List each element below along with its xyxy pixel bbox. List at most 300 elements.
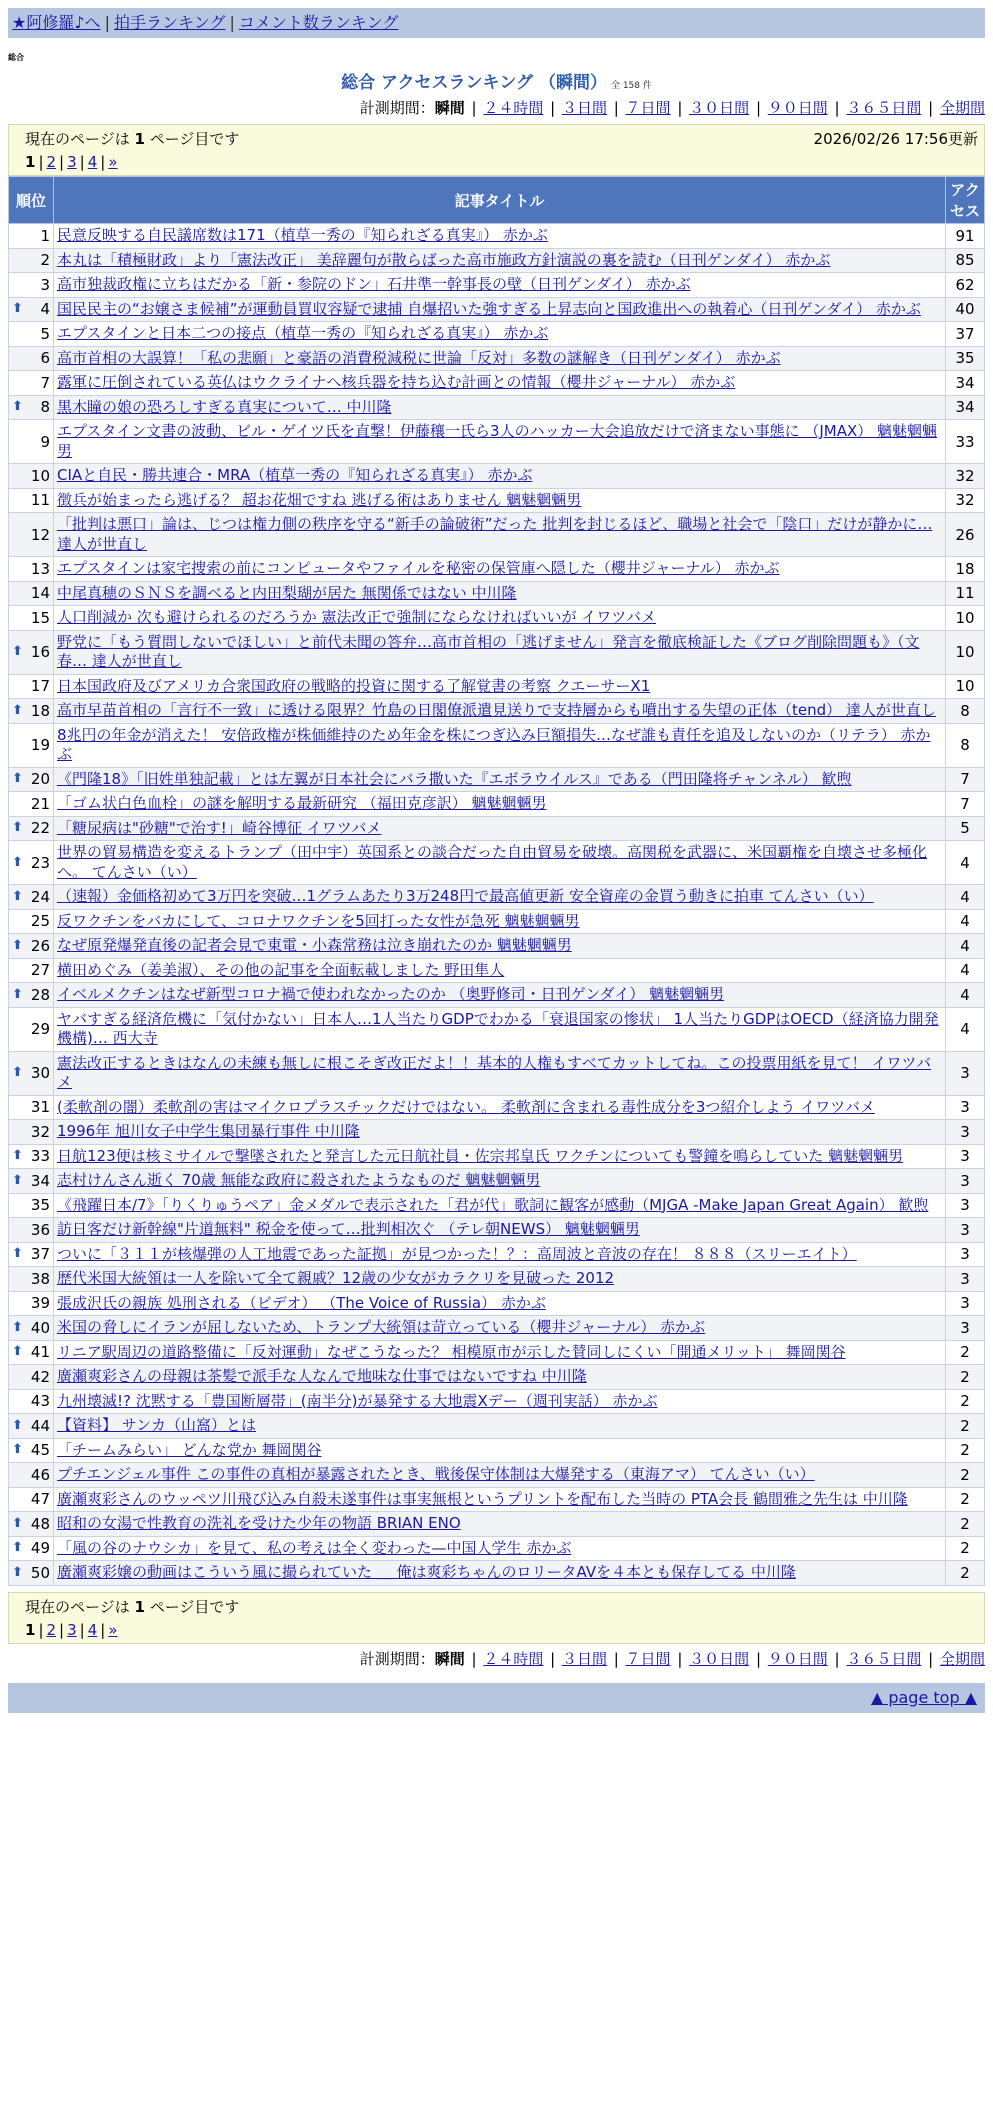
up-arrow-icon: ⬆ xyxy=(12,301,23,317)
article-link[interactable]: 米国の脅しにイランが屈しないため、トランプ大統領は苛立っている（櫻井ジャーナル） 赤かぶ xyxy=(57,1318,706,1336)
ranking-title: 総合 アクセスランキング （瞬間） xyxy=(341,73,607,93)
rank-number: 2 xyxy=(40,251,50,270)
rank-number: 25 xyxy=(30,912,50,931)
table-row xyxy=(9,674,985,699)
table-row xyxy=(9,1242,985,1267)
rank-cell xyxy=(9,1291,54,1316)
rank-number: 41 xyxy=(30,1343,50,1362)
rank-cell xyxy=(9,1169,54,1194)
rank-number: 20 xyxy=(30,770,50,789)
title-cell xyxy=(54,909,946,934)
rank-cell xyxy=(9,1267,54,1292)
period-link[interactable]: ９０日間 xyxy=(767,1649,828,1668)
article-link[interactable]: 《門隆18》「旧姓単独記載」とは左翼が日本社会にバラ撒いた『エボラウイルス』である（門田隆将チャンネル） 歓煦 xyxy=(57,769,852,788)
access-count: 10 xyxy=(946,606,985,631)
access-count: 85 xyxy=(946,248,985,273)
up-arrow-icon: ⬆ xyxy=(12,986,23,1002)
title-cell xyxy=(54,1242,946,1267)
page-link[interactable]: 4 xyxy=(87,153,98,171)
rank-number: 5 xyxy=(40,324,50,343)
rank-number: 46 xyxy=(30,1465,50,1484)
period-separator: | xyxy=(608,1649,624,1668)
page-separator: | xyxy=(59,1620,65,1639)
article-link[interactable]: CIAと自民・勝共連合・MRA（植草一秀の『知られざる真実』） 赤かぶ xyxy=(57,466,533,484)
access-count: 3 xyxy=(946,1291,985,1316)
rank-cell xyxy=(9,513,54,557)
title-cell xyxy=(54,885,946,910)
rank-cell xyxy=(9,841,54,885)
article-link[interactable]: 黒木瞳の娘の恐ろしすぎる真実について… 中川隆 xyxy=(57,397,392,416)
access-count: 4 xyxy=(946,885,985,910)
rank-number: 14 xyxy=(30,584,50,603)
nav-home-link[interactable]: ★阿修羅♪へ xyxy=(12,13,101,32)
table-row xyxy=(9,581,985,606)
article-link[interactable]: (柔軟剤の闇）柔軟剤の害はマイクロプラスチックだけではない。 柔軟剤に含まれる毒性成分を3つ紹介しよう イワツバメ xyxy=(57,1097,875,1116)
next-page-link[interactable]: » xyxy=(108,153,118,171)
title-cell xyxy=(54,1561,946,1586)
article-link[interactable]: 張成沢氏の親族 処刑される（ビデオ） （The Voice of Russia） 赤かぶ xyxy=(57,1293,546,1312)
rank-number: 50 xyxy=(30,1563,50,1582)
up-arrow-icon: ⬆ xyxy=(12,888,23,904)
col-rank-header: 順位 xyxy=(9,177,54,224)
access-count: 2 xyxy=(946,1487,985,1512)
rank-cell xyxy=(9,885,54,910)
col-title-header: 記事タイトル xyxy=(54,177,946,224)
page-current: 1 xyxy=(25,1620,36,1639)
table-row xyxy=(9,297,985,322)
access-count: 3 xyxy=(946,1242,985,1267)
rank-cell xyxy=(9,322,54,347)
title-cell xyxy=(54,224,946,249)
up-arrow-icon: ⬆ xyxy=(12,702,23,718)
title-cell xyxy=(54,1218,946,1243)
up-arrow-icon: ⬆ xyxy=(12,1172,23,1188)
table-row xyxy=(9,1051,985,1095)
rank-cell xyxy=(9,1389,54,1414)
access-count: 3 xyxy=(946,1095,985,1120)
title-cell xyxy=(54,1193,946,1218)
rank-cell xyxy=(9,1051,54,1095)
title-cell xyxy=(54,674,946,699)
rank-cell xyxy=(9,1487,54,1512)
period-separator: | xyxy=(923,99,938,117)
table-row xyxy=(9,513,985,557)
period-separator: | xyxy=(923,1649,938,1668)
access-count: 34 xyxy=(946,395,985,420)
rank-number: 26 xyxy=(30,936,50,955)
title-cell xyxy=(54,420,946,464)
page-separator: | xyxy=(100,1620,106,1639)
period-link[interactable]: 全期間 xyxy=(939,99,985,117)
nav-comments-link[interactable]: コメント数ランキング xyxy=(238,13,399,32)
rank-number: 10 xyxy=(30,466,50,485)
access-count: 8 xyxy=(946,699,985,724)
rank-cell xyxy=(9,297,54,322)
rank-cell xyxy=(9,1463,54,1488)
rank-number: 9 xyxy=(40,432,50,451)
table-row xyxy=(9,1487,985,1512)
access-count: 8 xyxy=(946,723,985,767)
table-row xyxy=(9,1438,985,1463)
page-current: 1 xyxy=(25,153,36,171)
title-cell xyxy=(54,513,946,557)
rank-cell xyxy=(9,581,54,606)
rank-number: 21 xyxy=(30,794,50,813)
rank-number: 42 xyxy=(30,1367,50,1386)
table-row xyxy=(9,1389,985,1414)
period-link[interactable]: ７日間 xyxy=(625,99,671,117)
period-link[interactable]: ２４時間 xyxy=(483,1649,544,1668)
article-link[interactable]: 廣瀬爽彩さんの母親は茶髪で派手な人なんで地味な仕事ではないですね 中川隆 xyxy=(57,1367,587,1385)
pager-box-top xyxy=(8,124,985,176)
article-link[interactable]: ヤバすぎる経済危機に「気付かない」日本人…1人当たりGDPでわかる「衰退国家の惨状」 1人当たりGDPはOECD（経済協力開発機構)… 西大寺 xyxy=(57,1009,939,1047)
rank-number: 28 xyxy=(30,985,50,1004)
table-row xyxy=(9,248,985,273)
up-arrow-icon: ⬆ xyxy=(12,399,23,415)
period-link[interactable]: ３０日間 xyxy=(689,99,750,117)
article-link[interactable]: 廣瀬爽彩さんのウッペツ川飛び込み自殺未遂事件は事実無根というプリントを配布した当時の PTA会長 鶴間雅之先生は 中川隆 xyxy=(57,1489,908,1508)
rank-number: 16 xyxy=(30,643,50,661)
access-count: 11 xyxy=(946,581,985,606)
title-cell xyxy=(54,767,946,792)
title-cell xyxy=(54,1051,946,1095)
rank-number: 39 xyxy=(30,1294,50,1313)
article-link[interactable]: 昭和の女湯で性教育の洗礼を受けた少年の物語 BRIAN ENO xyxy=(57,1514,461,1532)
page-link[interactable]: 2 xyxy=(46,153,57,171)
article-link[interactable]: エプスタインと日本二つの接点（植草一秀の『知られざる真実』） 赤かぶ xyxy=(57,324,549,342)
title-cell xyxy=(54,1095,946,1120)
page-separator: | xyxy=(59,153,65,171)
period-link[interactable]: ２４時間 xyxy=(483,99,544,117)
page-separator: | xyxy=(100,153,106,171)
nav-separator: | xyxy=(229,13,235,32)
rank-number: 8 xyxy=(40,398,50,417)
article-link[interactable]: 《飛躍日本/7》「りくりゅうペア」金メダルで表示された「君が代」歌詞に観客が感動（MJGA -Make Japan Great Again） 歓煦 xyxy=(57,1195,929,1214)
article-link[interactable]: エプスタイン文書の波動、ビル・ゲイツ氏を直撃！伊藤穰一氏ら3人のハッカー大会追放だけで済まない事態に （JMAX） 魑魅魍魎男 xyxy=(57,422,938,460)
period-separator: | xyxy=(672,99,688,117)
table-row xyxy=(9,1291,985,1316)
access-count: 37 xyxy=(946,322,985,347)
table-row xyxy=(9,1169,985,1194)
rank-number: 11 xyxy=(30,491,50,510)
rank-cell xyxy=(9,1218,54,1243)
period-separator: | xyxy=(545,1649,560,1668)
rank-cell xyxy=(9,1512,54,1537)
period-link[interactable]: ９０日間 xyxy=(767,99,828,117)
article-link[interactable]: 世界の貿易構造を変えるトランプ（田中宇）英国系との談合だった自由貿易を破壊。高関税を武器に、米国覇権を自壊させ多極化へ。 てんさい（い） xyxy=(57,843,928,881)
title-cell xyxy=(54,581,946,606)
rank-number: 1 xyxy=(40,226,50,245)
title-cell xyxy=(54,395,946,420)
title-cell xyxy=(54,841,946,885)
rank-cell xyxy=(9,606,54,631)
article-link[interactable]: 高市独裁政権に立ちはだかる「新・参院のドン」石井準一幹事長の壁（日刊ゲンダイ） 赤かぶ xyxy=(57,275,691,293)
article-link[interactable]: 日航123便は核ミサイルで撃墜されたと発言した元日航社員・佐宗邦皇氏 ワクチンについても警鐘を鳴らしていた 魑魅魍魎男 xyxy=(57,1146,904,1165)
rank-number: 49 xyxy=(30,1539,50,1558)
title-cell xyxy=(54,1487,946,1512)
up-arrow-icon: ⬆ xyxy=(12,820,23,836)
article-link[interactable]: 8兆円の年金が消えた！ 安倍政権が株価維持のため年金を株につぎ込み巨額損失…なぜ誰も責任を追及しないのか（リテラ） 赤かぶ xyxy=(57,725,931,763)
title-cell xyxy=(54,1340,946,1365)
rank-number: 47 xyxy=(30,1490,50,1509)
footer-bar xyxy=(8,1683,985,1713)
table-row xyxy=(9,1144,985,1169)
section-label: 総合 xyxy=(8,53,24,62)
table-row xyxy=(9,1536,985,1561)
access-count: 2 xyxy=(946,1365,985,1390)
rank-number: 37 xyxy=(30,1245,50,1264)
access-count: 2 xyxy=(946,1536,985,1561)
rank-number: 38 xyxy=(30,1269,50,1288)
rank-cell xyxy=(9,1144,54,1169)
article-link[interactable]: 「糖尿病は"砂糖"で治す!」崎谷博征 イワツバメ xyxy=(57,818,382,837)
access-count: 3 xyxy=(946,1316,985,1341)
access-count: 3 xyxy=(946,1193,985,1218)
period-link[interactable]: ３６５日間 xyxy=(846,99,922,117)
rank-number: 48 xyxy=(30,1514,50,1533)
access-count: 4 xyxy=(946,909,985,934)
period-selector-top xyxy=(0,97,985,118)
nav-separator: | xyxy=(104,13,110,32)
title-cell xyxy=(54,1512,946,1537)
access-count: 3 xyxy=(946,1120,985,1145)
article-link[interactable]: 「風の谷のナウシカ」を見て、私の考えは全く変わった—中国人学生 赤かぶ xyxy=(57,1538,572,1557)
table-row xyxy=(9,420,985,464)
title-cell xyxy=(54,488,946,513)
article-link[interactable]: 1996年 旭川女子中学生集団暴行事件 中川隆 xyxy=(57,1122,360,1140)
article-link[interactable]: （速報）金価格初めて3万円を突破…1グラムあたり3万248円で最高値更新 安全資産の金買う動きに拍車 てんさい（い） xyxy=(57,887,874,905)
rank-number: 45 xyxy=(30,1441,50,1460)
table-row xyxy=(9,273,985,298)
rank-cell xyxy=(9,1365,54,1390)
rank-number: 34 xyxy=(30,1171,50,1190)
rank-number: 33 xyxy=(30,1147,50,1166)
rank-cell xyxy=(9,1340,54,1365)
title-cell xyxy=(54,699,946,724)
article-link[interactable]: 高市早苗首相の「言行不一致」に透ける限界？竹島の日閣僚派遣見送りで支持層からも噴出する失望の正体（tend） 達人が世直し xyxy=(57,701,936,719)
page-separator: | xyxy=(38,1620,44,1639)
table-row xyxy=(9,723,985,767)
table-row xyxy=(9,699,985,724)
table-row xyxy=(9,885,985,910)
period-link[interactable]: ３０日間 xyxy=(689,1649,750,1668)
rank-number: 13 xyxy=(30,559,50,578)
article-link[interactable]: 憲法改正するときはなんの未練も無しに根こそぎ改正だよ！！基本的人権もすべてカットしてね。この投票用紙を見て！ イワツバメ xyxy=(57,1053,932,1091)
article-link[interactable]: 本丸は「積極財政」より「憲法改正」 美辞麗句が散らばった高市施政方針演説の裏を読む（日刊ゲンダイ） 赤かぶ xyxy=(57,250,831,269)
access-count: 10 xyxy=(946,630,985,674)
access-count: 33 xyxy=(946,420,985,464)
title-cell xyxy=(54,322,946,347)
title-cell xyxy=(54,297,946,322)
article-link[interactable]: 国民民主の“お嬢さま候補”が運動員買収容疑で逮捕 自爆招いた強すぎる上昇志向と国政進出への執着心（日刊ゲンダイ） 赤かぶ xyxy=(57,299,921,318)
article-link[interactable]: なぜ原発爆発直後の記者会見で東電・小森常務は泣き崩れたのか 魑魅魍魎男 xyxy=(57,936,572,954)
table-row xyxy=(9,1414,985,1439)
ranking-table xyxy=(8,176,985,1586)
period-separator: | xyxy=(608,99,624,117)
table-row xyxy=(9,1095,985,1120)
table-row xyxy=(9,1007,985,1051)
rank-number: 12 xyxy=(30,525,50,544)
period-link[interactable]: ３日間 xyxy=(561,99,607,117)
article-link[interactable]: プチエンジェル事件 この事件の真相が暴露されたとき、戦後保守体制は大爆発する（東海アマ） てんさい（い） xyxy=(57,1465,815,1483)
article-link[interactable]: 民意反映する自民議席数は171（植草一秀の『知られざる真実』） 赤かぶ xyxy=(57,226,548,244)
title-cell xyxy=(54,816,946,841)
article-link[interactable]: 野党に「もう質問しないでほしい」と前代未聞の答弁…高市首相の「逃げません」発言を徹底検証した《ブログ削除問題も》（文春… 達人が世直し xyxy=(57,632,920,670)
title-cell xyxy=(54,1007,946,1051)
article-link[interactable]: 「ゴム状白色血栓」の謎を解明する最新研究 （福田克彦訳） 魑魅魍魎男 xyxy=(57,794,547,812)
page-links xyxy=(25,1621,978,1639)
table-row xyxy=(9,224,985,249)
rank-cell xyxy=(9,909,54,934)
rank-number: 23 xyxy=(30,853,50,872)
period-link[interactable]: ７日間 xyxy=(625,1649,671,1668)
access-count: 35 xyxy=(946,346,985,371)
rank-number: 4 xyxy=(40,300,50,319)
rank-number: 32 xyxy=(30,1122,50,1141)
access-count: 3 xyxy=(946,1144,985,1169)
up-arrow-icon: ⬆ xyxy=(12,1515,23,1531)
article-link[interactable]: リニア駅周辺の道路整備に「反対運動」なぜこうなった？ 相模原市が示した賛同しにくい「開通メリット」 舞岡関谷 xyxy=(57,1342,846,1361)
table-header-row xyxy=(9,177,985,224)
table-row xyxy=(9,1561,985,1586)
up-arrow-icon: ⬆ xyxy=(12,1246,23,1262)
table-row xyxy=(9,1267,985,1292)
period-link[interactable]: ３日間 xyxy=(561,1649,607,1668)
up-arrow-icon: ⬆ xyxy=(12,1564,23,1580)
article-link[interactable]: エプスタインは家宅捜索の前にコンピュータやファイルを秘密の保管庫へ隠した（櫻井ジャーナル） 赤かぶ xyxy=(57,559,780,577)
rank-cell xyxy=(9,1242,54,1267)
page-link[interactable]: 2 xyxy=(46,1620,57,1639)
title-cell xyxy=(54,1365,946,1390)
rank-number: 43 xyxy=(30,1392,50,1411)
rank-cell xyxy=(9,557,54,582)
article-link[interactable]: 人口削減か 次も避けられるのだろうか 憲法改正で強制にならなければいいが イワツバメ xyxy=(57,608,657,626)
title-cell xyxy=(54,464,946,489)
article-link[interactable]: 反ワクチンをバカにして、コロナワクチンを5回打った女性が急死 魑魅魍魎男 xyxy=(57,911,580,930)
article-link[interactable]: ついに「３１１が核爆弾の人工地震であった証拠」が見つかった！？：高周波と音波の存在！ ８８８（スリーエイト） xyxy=(57,1244,857,1263)
article-link[interactable]: 露軍に圧倒されている英仏はウクライナへ核兵器を持ち込む計画との情報（櫻井ジャーナル） 赤かぶ xyxy=(57,373,736,391)
rank-cell xyxy=(9,395,54,420)
rank-cell xyxy=(9,1561,54,1586)
title-cell xyxy=(54,1536,946,1561)
title-cell xyxy=(54,273,946,298)
title-cell xyxy=(54,630,946,674)
up-arrow-icon: ⬆ xyxy=(12,1540,23,1556)
article-link[interactable]: 「チームみらい」 どんな党か 舞岡関谷 xyxy=(57,1440,322,1459)
ranking-count: 全 158 件 xyxy=(610,81,652,91)
title-cell xyxy=(54,983,946,1008)
table-row xyxy=(9,1340,985,1365)
access-count: 26 xyxy=(946,513,985,557)
rank-cell xyxy=(9,767,54,792)
article-link[interactable]: 廣瀬爽彩嬢の動画はこういう風に撮られていた ＿ 俺は爽彩ちゃんのロリータAVを４本とも保存してる 中川隆 xyxy=(57,1563,796,1581)
article-link[interactable]: 歴代米国大統領は一人を除いて全て親戚？12歳の少女がカラクリを見破った 2012 xyxy=(57,1269,615,1287)
article-link[interactable]: 横田めぐみ（姜美淑）、その他の記事を全面転載しました 野田隼人 xyxy=(57,960,505,979)
table-row xyxy=(9,606,985,631)
rank-cell xyxy=(9,630,54,674)
page-top-link[interactable]: ▲ page top ▲ xyxy=(870,1687,977,1707)
rank-cell xyxy=(9,371,54,396)
title-cell xyxy=(54,606,946,631)
article-link[interactable]: 【資料】 サンカ（山窩）とは xyxy=(57,1416,257,1434)
period-link[interactable]: 全期間 xyxy=(939,1649,985,1668)
period-label: 計測期間： xyxy=(359,1649,435,1668)
rank-cell xyxy=(9,1120,54,1145)
title-cell xyxy=(54,934,946,959)
page-link[interactable]: 4 xyxy=(87,1620,98,1639)
period-link[interactable]: ３６５日間 xyxy=(846,1649,922,1668)
rank-number: 36 xyxy=(30,1220,50,1239)
up-arrow-icon: ⬆ xyxy=(12,1148,23,1164)
table-row xyxy=(9,630,985,674)
table-row xyxy=(9,395,985,420)
access-count: 5 xyxy=(946,816,985,841)
table-row xyxy=(9,767,985,792)
article-link[interactable]: 九州壊滅!? 沈黙する「豊国断層帯」(南半分)が暴発する大地震Xデー（週刊実話） 赤かぶ xyxy=(57,1391,658,1410)
article-link[interactable]: 高市首相の大誤算！「私の悲願」と豪語の消費税減税に世論「反対」多数の謎解き（日刊ゲンダイ） 赤かぶ xyxy=(57,348,781,367)
article-link[interactable]: 中尾真穂のＳＮＳを調べると内田梨瑚が居た 無関係ではない 中川隆 xyxy=(57,583,517,602)
title-cell xyxy=(54,792,946,817)
access-count: 2 xyxy=(946,1561,985,1586)
period-selector-bottom xyxy=(0,1648,985,1669)
access-count: 4 xyxy=(946,841,985,885)
article-link[interactable]: 日本国政府及びアメリカ合衆国政府の戦略的投資に関する了解覚書の考察 クエーサーX1 xyxy=(57,676,651,695)
article-link[interactable]: イベルメクチンはなぜ新型コロナ禍で使われなかったのか （奥野修司・日刊ゲンダイ） 魑魅魍魎男 xyxy=(57,985,725,1003)
access-count: 2 xyxy=(946,1389,985,1414)
rank-number: 40 xyxy=(30,1318,50,1337)
page-link[interactable]: 3 xyxy=(67,153,77,171)
access-count: 4 xyxy=(946,934,985,959)
title-cell xyxy=(54,958,946,983)
access-count: 3 xyxy=(946,1267,985,1292)
page-link[interactable]: 3 xyxy=(67,1620,77,1639)
table-row xyxy=(9,322,985,347)
access-count: 3 xyxy=(946,1169,985,1194)
nav-applause-link[interactable]: 拍手ランキング xyxy=(113,13,226,32)
table-row xyxy=(9,1218,985,1243)
rank-number: 24 xyxy=(30,887,50,906)
rank-number: 27 xyxy=(30,961,50,980)
page-separator: | xyxy=(79,153,85,171)
pager-box-bottom xyxy=(8,1592,985,1644)
table-row xyxy=(9,464,985,489)
access-count: 32 xyxy=(946,464,985,489)
next-page-link[interactable]: » xyxy=(108,1620,118,1639)
article-link[interactable]: 志村けんさん逝く 70歳 無能な政府に殺されたようなものだ 魑魅魍魎男 xyxy=(57,1171,541,1189)
rank-number: 19 xyxy=(30,736,50,754)
rank-number: 22 xyxy=(30,819,50,838)
rank-number: 3 xyxy=(40,275,50,294)
period-current: 瞬間 xyxy=(434,1649,465,1668)
table-row xyxy=(9,557,985,582)
article-link[interactable]: 「批判は悪口」論は、じつは権力側の秩序を守る“新手の論破術”だった 批判を封じるほど、職場と社会で「陰口」だけが静かに… 達人が世直し xyxy=(57,515,933,553)
rank-cell xyxy=(9,420,54,464)
access-count: 62 xyxy=(946,273,985,298)
period-separator: | xyxy=(466,99,482,117)
rank-cell xyxy=(9,1095,54,1120)
table-row xyxy=(9,816,985,841)
title-cell xyxy=(54,346,946,371)
rank-number: 17 xyxy=(30,677,50,696)
table-row xyxy=(9,1463,985,1488)
access-count: 7 xyxy=(946,792,985,817)
article-link[interactable]: 徴兵が始まったら逃げる？ 超お花畑ですね 逃げる術はありません 魑魅魍魎男 xyxy=(57,490,582,509)
period-label: 計測期間： xyxy=(359,99,435,117)
article-link[interactable]: 訪日客だけ新幹線"片道無料" 税金を使って…批判相次ぐ （テレ朝NEWS） 魑魅魍魎男 xyxy=(57,1220,640,1238)
title-cell xyxy=(54,1316,946,1341)
rank-cell xyxy=(9,958,54,983)
access-count: 34 xyxy=(946,371,985,396)
